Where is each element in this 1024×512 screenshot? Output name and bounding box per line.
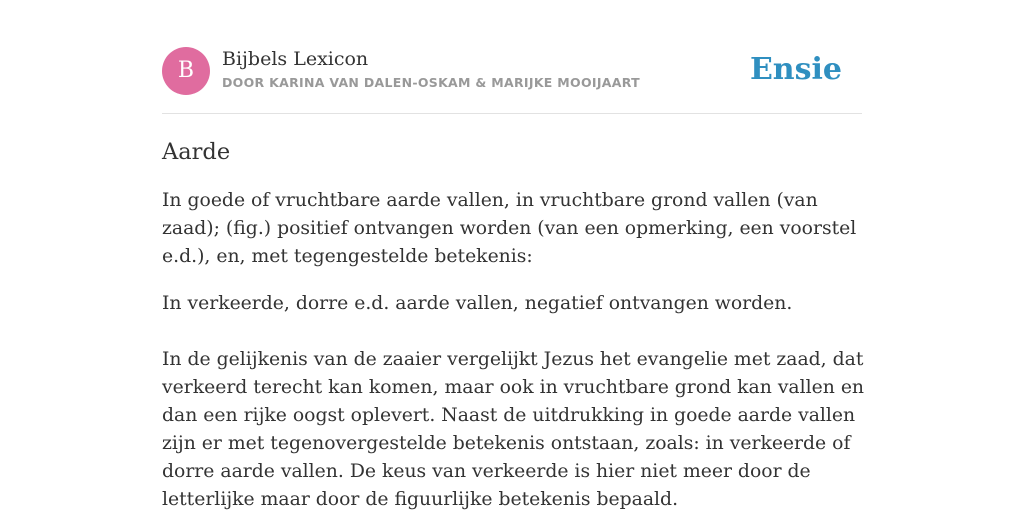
lexicon-avatar[interactable]: B — [162, 47, 210, 95]
entry-content — [162, 136, 867, 512]
entry-title: Aarde — [162, 139, 231, 165]
author-byline: DOOR KARINA VAN DALEN-OSKAM & MARIJKE MOOIJAART — [222, 75, 640, 90]
lexicon-header — [162, 47, 862, 95]
lexicon-title-link[interactable]: Bijbels Lexicon — [222, 48, 369, 70]
entry-paragraph: In verkeerde, dorre e.d. aarde vallen, negatief ontvangen worden. — [162, 293, 793, 314]
header-divider — [162, 113, 862, 114]
entry-paragraph: In de gelijkenis van de zaaier vergelijkt Jezus het evangelie met zaad, dat verkeerd terecht kan komen, maar ook in vruchtbare grond kan vallen en dan een rijke oogst oplevert. Naast de uitdrukking in goede aarde vallen zijn er met tegenovergestelde betekenis ontstaan, zoals: in verkeerde of dorre aarde vallen. De keus van verkeerde is hier niet meer door de letterlijke maar door de figuurlijke betekenis bepaald. — [162, 349, 865, 510]
entry-paragraph: In goede of vruchtbare aarde vallen, in vruchtbare grond vallen (van zaad); (fig.) positief ontvangen worden (van een opmerking, een voorstel e.d.), en, met tegengestelde betekenis: — [162, 190, 857, 267]
ensie-logo[interactable]: Ensie — [749, 52, 842, 87]
